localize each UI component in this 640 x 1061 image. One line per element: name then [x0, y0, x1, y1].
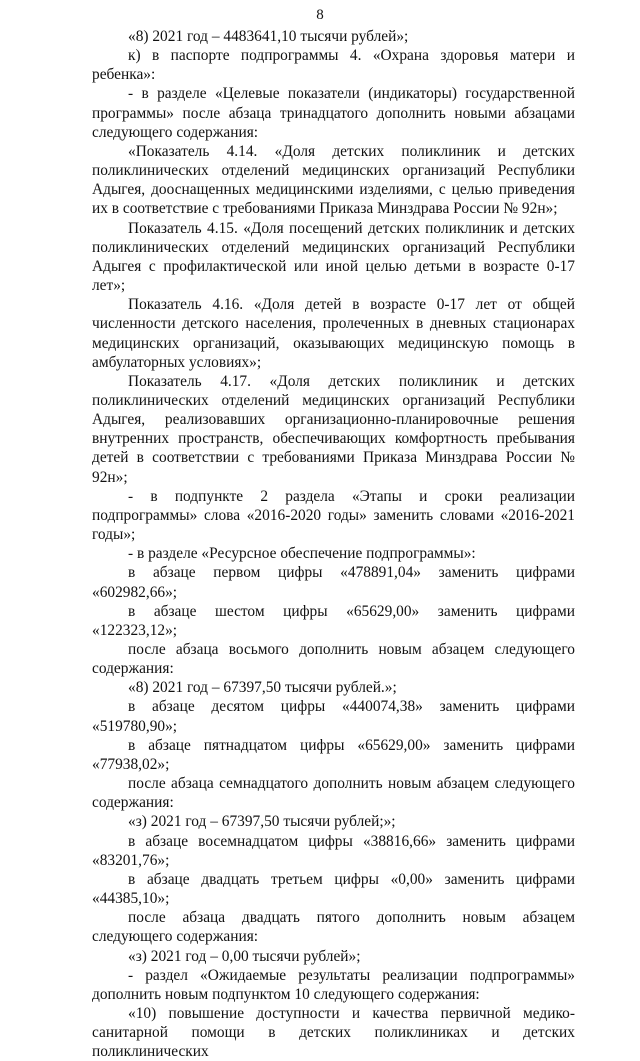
paragraph: в абзаце десятом цифры «440074,38» заменить цифрами «519780,90»;: [92, 698, 575, 735]
paragraph: Показатель 4.15. «Доля посещений детских поликлиник и детских поликлинических отделений медицинских организаций Республики Адыгея с профилактической или иной целью детьми в возрасте 0-17 лет»;: [92, 219, 575, 295]
paragraph: Показатель 4.17. «Доля детских поликлиник и детских поликлинических отделений медицинских организаций Республики Адыгея, реализовавших организационно-планировочные решения внутренних пространств, обеспечивающих комфортность пребывания детей в соответствии с требованиями Приказа Минздрава России № 92н»;: [92, 372, 575, 486]
paragraph: в абзаце первом цифры «478891,04» заменить цифрами «602982,66»;: [92, 564, 575, 601]
paragraph: «8) 2021 год – 4483641,10 тысячи рублей»;: [128, 28, 409, 45]
paragraph: в абзаце шестом цифры «65629,00» заменить цифрами «122323,12»;: [92, 602, 575, 639]
paragraph: к) в паспорте подпрограммы 4. «Охрана здоровья матери и ребенка»:: [92, 47, 575, 84]
paragraph: - раздел «Ожидаемые результаты реализации подпрограммы» дополнить новым подпунктом 10 следующего содержания:: [92, 966, 575, 1003]
paragraph: «8) 2021 год – 67397,50 тысячи рублей.»;: [128, 679, 397, 697]
paragraph: в абзаце двадцать третьем цифры «0,00» заменить цифрами «44385,10»;: [92, 870, 575, 908]
paragraph: - в разделе «Ресурсное обеспечение подпрограммы»:: [128, 545, 476, 563]
paragraph: - в разделе «Целевые показатели (индикаторы) государственной программы» после абзаца тринадцатого дополнить новыми абзацами следующего содержания:: [92, 85, 575, 141]
paragraph: «10) повышение доступности и качества первичной медико-санитарной помощи в детских поликлиниках и детских поликлинических: [92, 1004, 575, 1061]
document-body: [92, 27, 575, 1061]
paragraph: «з) 2021 год – 67397,50 тысячи рублей;»;: [128, 813, 396, 831]
paragraph: «Показатель 4.14. «Доля детских поликлиник и детских поликлинических отделений медицинских организаций Республики Адыгея, дооснащенных медицинскими изделиями, с целью приведения их в соответствие с требованиями Приказа Минздрава России № 92н»;: [92, 142, 575, 218]
paragraph: после абзаца восьмого дополнить новым абзацем следующего содержания:: [92, 641, 575, 678]
paragraph: - в подпункте 2 раздела «Этапы и сроки реализации подпрограммы» слова «2016-2020 годы» заменить словами «2016-2021 годы»;: [92, 487, 575, 544]
paragraph: в абзаце пятнадцатом цифры «65629,00» заменить цифрами «77938,02»;: [92, 736, 575, 773]
page-number: 8: [316, 7, 324, 23]
paragraph: после абзаца двадцать пятого дополнить новым абзацем следующего содержания:: [92, 909, 575, 946]
paragraph: Показатель 4.16. «Доля детей в возрасте 0-17 лет от общей численности детского населения, пролеченных в дневных стационарах медицинских организаций, оказывающих медицинскую помощь в амбулаторных условиях»;: [92, 296, 575, 371]
paragraph: после абзаца семнадцатого дополнить новым абзацем следующего содержания:: [92, 775, 575, 812]
paragraph: «з) 2021 год – 0,00 тысячи рублей»;: [128, 947, 361, 965]
paragraph: в абзаце восемнадцатом цифры «38816,66» заменить цифрами «83201,76»;: [92, 832, 575, 869]
